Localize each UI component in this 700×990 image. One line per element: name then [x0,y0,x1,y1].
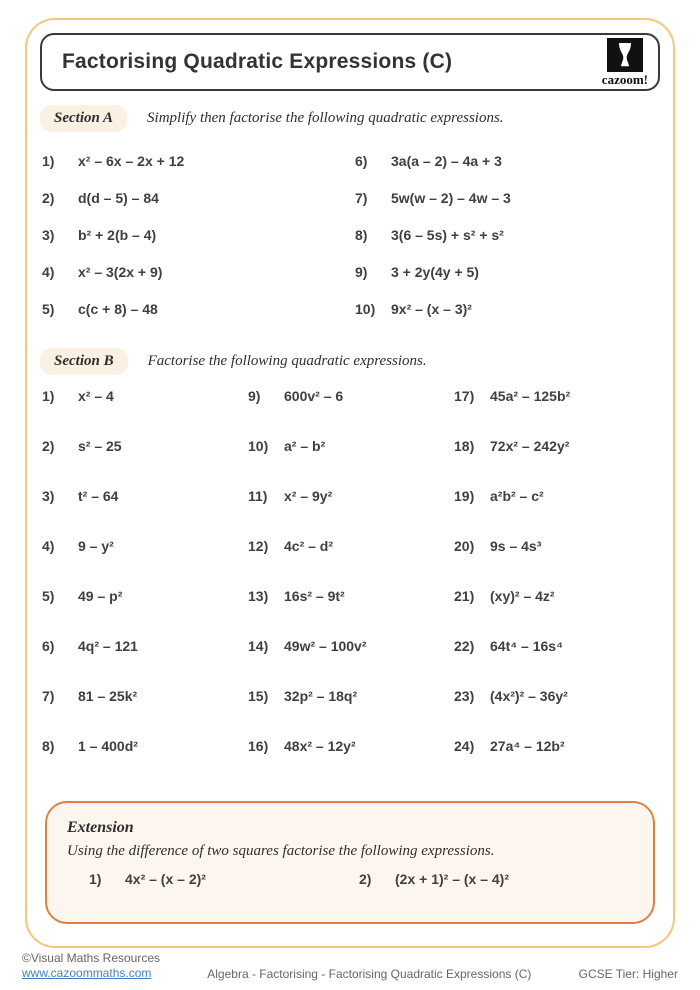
question-a7: 7) 5w(w – 2) – 4w – 3 [355,190,511,206]
footer-tier-label: GCSE Tier: Higher [578,967,678,981]
expression: 9x² – (x – 3)² [391,301,472,317]
expression: t² – 64 [78,488,119,504]
question-a4: 4) x² – 3(2x + 9) [42,264,163,280]
expression: d(d – 5) – 84 [78,190,159,206]
section-b-questions [40,387,660,755]
expression: 4q² – 121 [78,638,138,654]
section-a-header [40,105,660,132]
expression: 49 – p² [78,588,123,604]
expression: 81 – 25k² [78,688,138,704]
extension-instruction: Using the difference of two squares factorise the following expressions. [67,843,495,859]
question-a10: 10) 9x² – (x – 3)² [355,301,472,317]
question-b14: 14) 49w² – 100v² [248,638,367,654]
question-b21: 21) (xy)² – 4z² [454,588,555,604]
section-b-instruction: Factorise the following quadratic expressions. [147,353,427,369]
expression: (2x + 1)² – (x – 4)² [395,871,509,887]
cazoom-logo-text: cazoom! [601,72,648,87]
question-ext2: 2) (2x + 1)² – (x – 4)² [359,871,509,887]
question-b12: 12) 4c² – d² [248,538,334,554]
extension-title: Extension [67,819,134,836]
cazoom-logo [602,38,648,86]
expression: 32p² – 18q² [284,688,358,704]
question-b1: 1) x² – 4 [42,388,114,404]
question-b15: 15) 32p² – 18q² [248,688,358,704]
expression: 9s – 4s³ [490,538,542,554]
question-b10: 10) a² – b² [248,438,326,454]
question-ext1: 1) 4x² – (x – 2)² [89,871,206,887]
expression: x² – 6x – 2x + 12 [78,153,185,169]
extension-box [45,801,655,924]
question-b20: 20) 9s – 4s³ [454,538,542,554]
section-b-label: Section B [40,348,128,375]
expression: x² – 3(2x + 9) [78,264,163,280]
expression: a²b² – c² [490,488,544,504]
question-a9: 9) 3 + 2y(4y + 5) [355,264,479,280]
expression: 600v² – 6 [284,388,344,404]
expression: 45a² – 125b² [490,388,571,404]
extension-questions [67,870,633,888]
question-b6: 6) 4q² – 121 [42,638,138,654]
question-b8: 8) 1 – 400d² [42,738,138,754]
expression: s² – 25 [78,438,122,454]
expression: 3(6 – 5s) + s² + s² [391,227,504,243]
question-b7: 7) 81 – 25k² [42,688,138,704]
expression: 64t⁴ – 16s⁴ [490,638,564,654]
question-b22: 22) 64t⁴ – 16s⁴ [454,638,564,654]
title-box [40,33,660,91]
expression: 4c² – d² [284,538,334,554]
question-a3: 3) b² + 2(b – 4) [42,227,157,243]
question-b16: 16) 48x² – 12y² [248,738,356,754]
question-a6: 6) 3a(a – 2) – 4a + 3 [355,153,502,169]
expression: 48x² – 12y² [284,738,356,754]
expression: 72x² – 242y² [490,438,570,454]
hourglass-icon [607,38,643,72]
question-b9: 9) 600v² – 6 [248,388,344,404]
question-b2: 2) s² – 25 [42,438,122,454]
copyright-text: ©Visual Maths Resources [22,950,161,965]
section-a-questions [40,152,660,318]
expression: x² – 9y² [284,488,333,504]
question-b19: 19) a²b² – c² [454,488,544,504]
expression: c(c + 8) – 48 [78,301,158,317]
question-a5: 5) c(c + 8) – 48 [42,301,158,317]
expression: 49w² – 100v² [284,638,367,654]
question-b4: 4) 9 – y² [42,538,114,554]
section-a-instruction: Simplify then factorise the following quadratic expressions. [147,110,504,126]
page-title: Factorising Quadratic Expressions (C) [62,50,453,73]
question-b3: 3) t² – 64 [42,488,119,504]
expression: b² + 2(b – 4) [78,227,157,243]
expression: 3a(a – 2) – 4a + 3 [391,153,502,169]
expression: a² – b² [284,438,326,454]
expression: (xy)² – 4z² [490,588,555,604]
question-b24: 24) 27a⁴ – 12b² [454,738,565,754]
expression: 4x² – (x – 2)² [125,871,206,887]
question-a1: 1) x² – 6x – 2x + 12 [42,153,185,169]
question-b17: 17) 45a² – 125b² [454,388,571,404]
expression: x² – 4 [78,388,114,404]
section-a-label: Section A [40,105,127,132]
expression: (4x²)² – 36y² [490,688,568,704]
question-a8: 8) 3(6 – 5s) + s² + s² [355,227,504,243]
page-footer [22,951,678,982]
expression: 27a⁴ – 12b² [490,738,565,754]
expression: 16s² – 9t² [284,588,345,604]
question-b13: 13) 16s² – 9t² [248,588,345,604]
footer-breadcrumb: Algebra - Factorising - Factorising Quadratic Expressions (C) [207,967,532,981]
expression: 5w(w – 2) – 4w – 3 [391,190,511,206]
question-b5: 5) 49 – p² [42,588,123,604]
question-b18: 18) 72x² – 242y² [454,438,570,454]
section-b-header [40,348,660,375]
expression: 3 + 2y(4y + 5) [391,264,479,280]
cazoommaths-link[interactable]: www.cazoommaths.com [22,966,152,981]
question-b23: 23) (4x²)² – 36y² [454,688,568,704]
question-b11: 11) x² – 9y² [248,488,333,504]
question-a2: 2) d(d – 5) – 84 [42,190,159,206]
expression: 9 – y² [78,538,114,554]
expression: 1 – 400d² [78,738,138,754]
